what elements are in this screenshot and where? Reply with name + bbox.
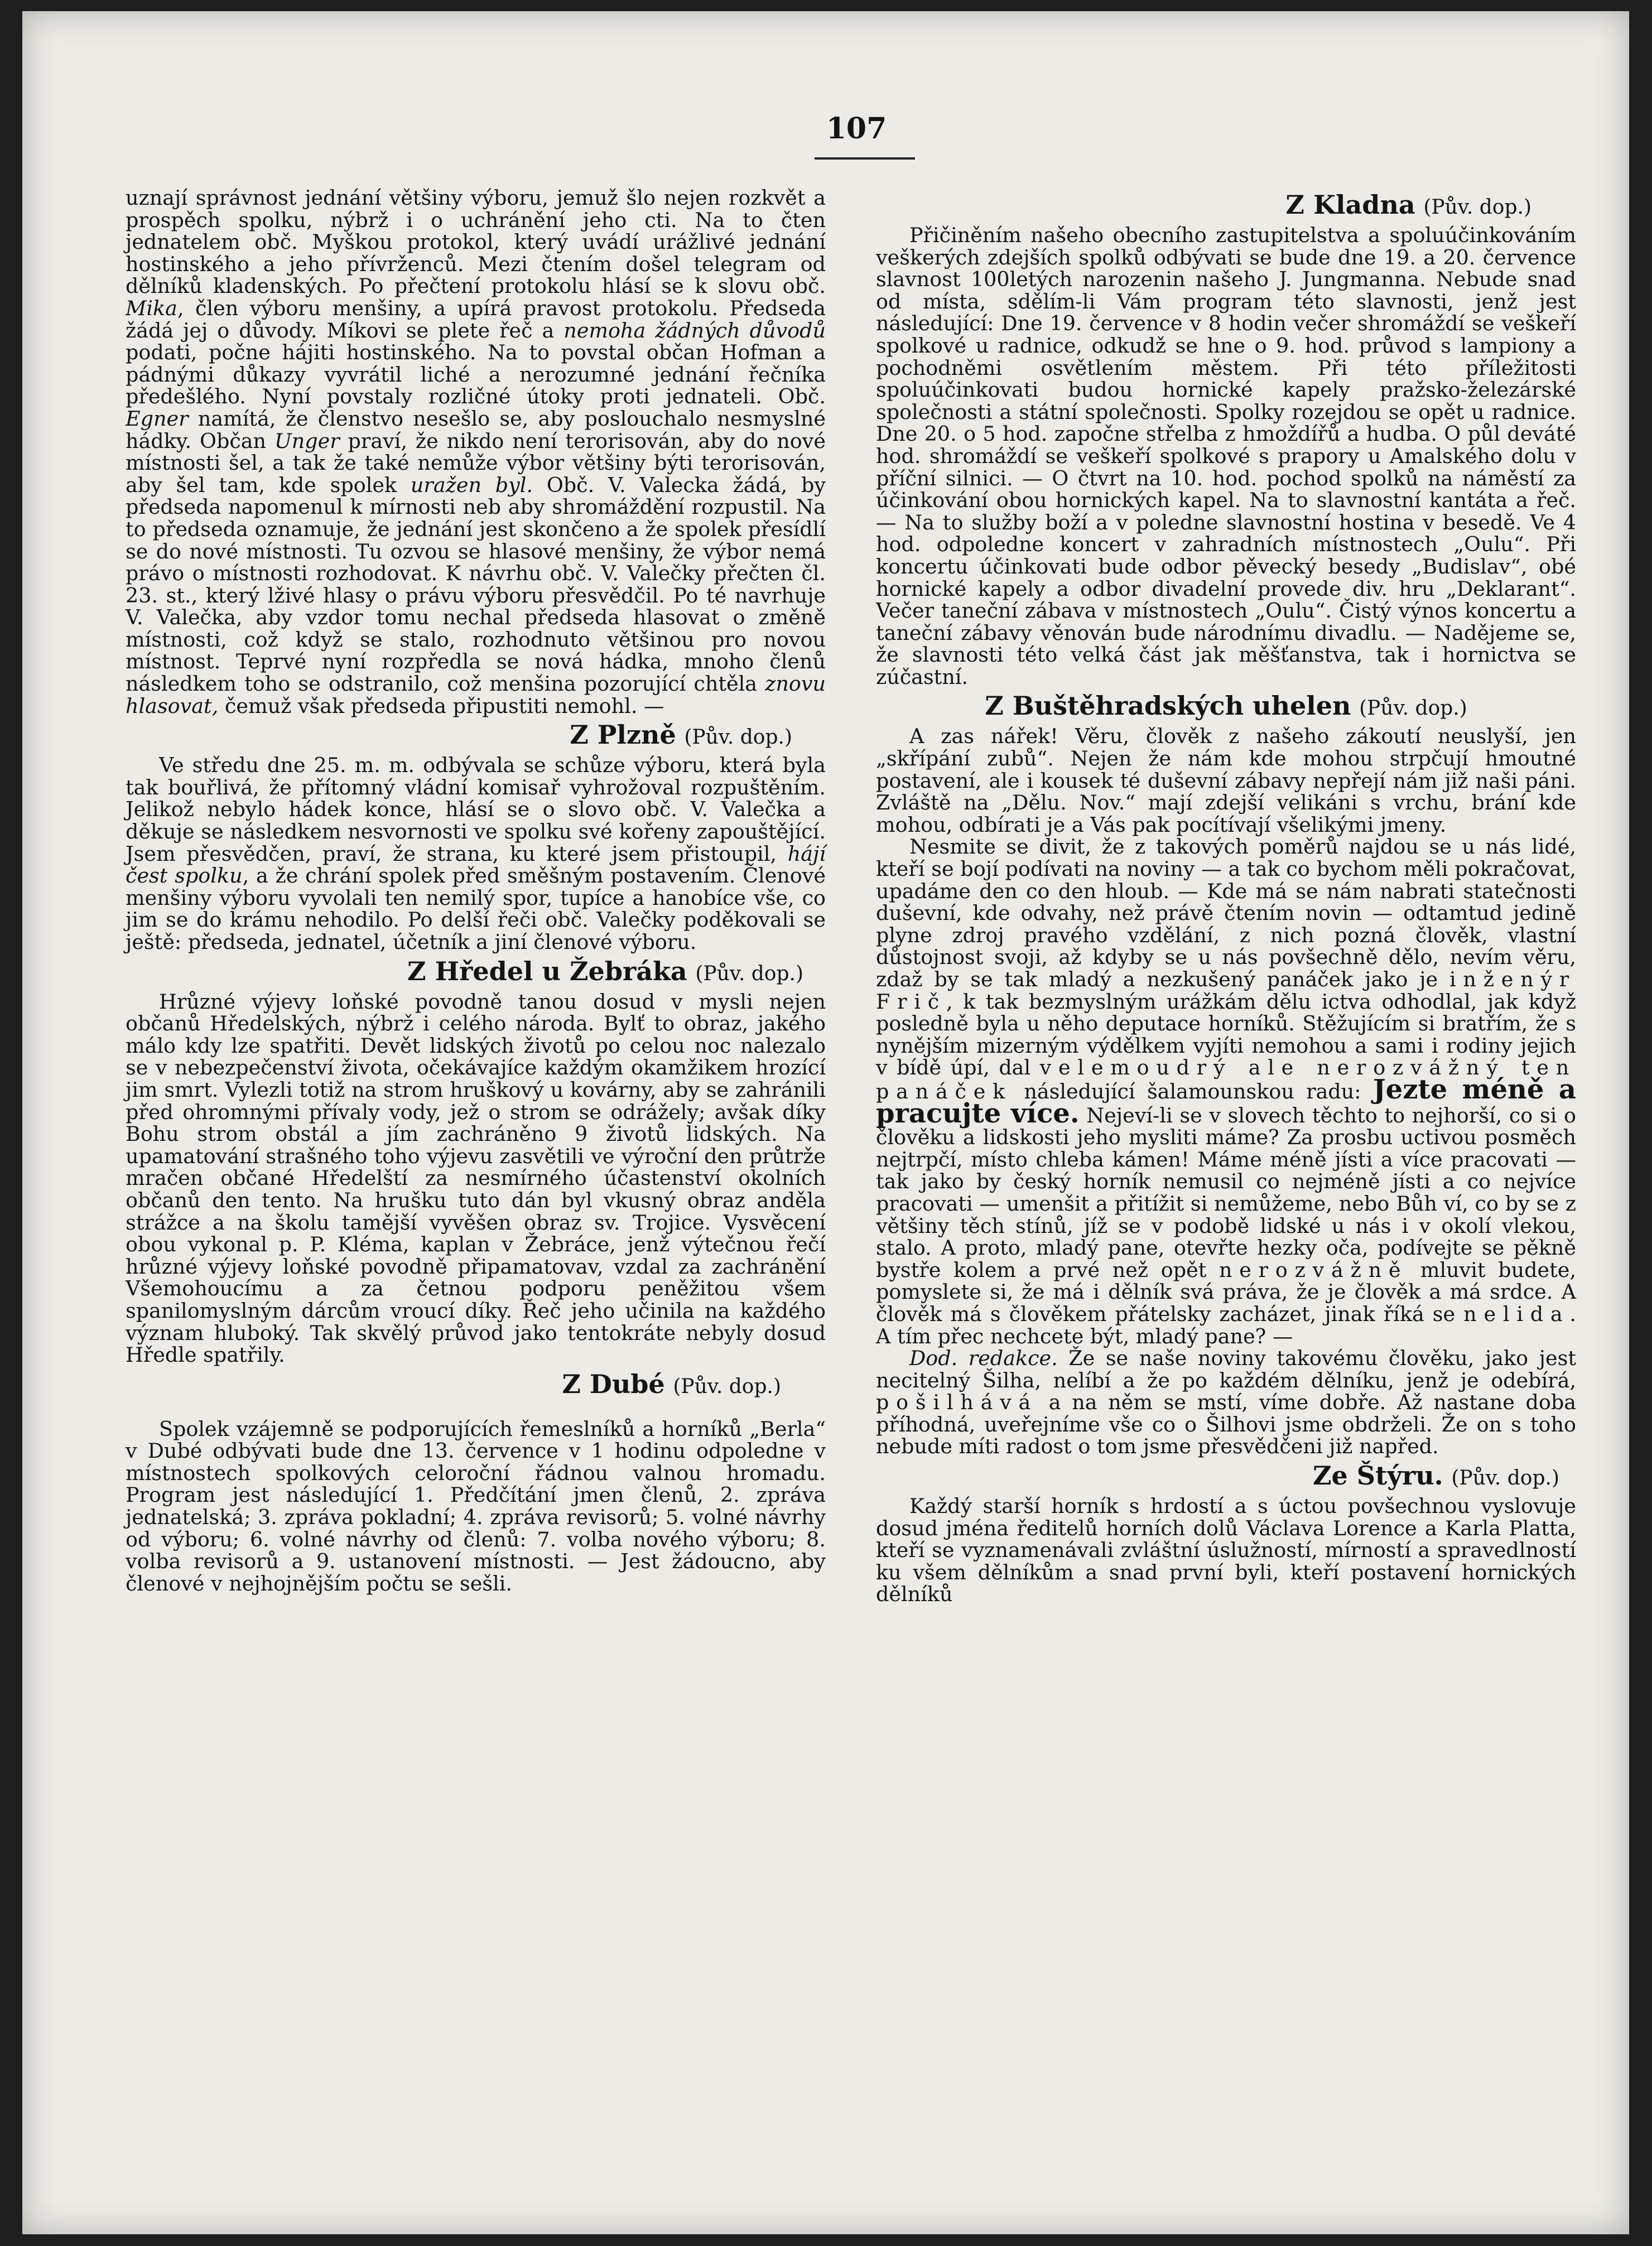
heading-hredel: Z Hředel u Žebráka (Pův. dop.) (407, 956, 803, 986)
page-number: 107 (826, 112, 887, 146)
article-hredel: Hrůzné výjevy loňské povodně tanou dosud v mysli nejen občanů Hředelských, nýbrž i celého národa. Bylť to obraz, jakého málo kdy lze spatřiti. Devět lidských životů po celou noc nalezalo se v nebezpečenství života, očekávajíce každým okamžikem hrozící jim smrt. Vylezli totiž na strom hruškový u kovárny, aby se zahránili před ohromnými přívaly vody, jež o strom se odrážely; avšak díky Bohu strom obstál a jím zachráněno 9 životů lidských. Na upamatování strašného toho výjevu zasvětili ve výroční den průtrže mračen občané Hředelští za nesmírného účastenství okolních občanů den tento. Na hrušku tuto dán byl vkusný obraz anděla strážce a na školu tamější vyvěšen obraz sv. Trojice. Vysvěcení obou vykonal p. P. Kléma, kaplan v Žebráce, jenž výtečnou řečí hrůzné výjevy loňské povodně připamatovav, vzdal za zachránění Všemohoucímu a za četnou podporu peněžitou všem spanilomyslným dárcům vroucí díky. Řeč jeho učinila na každého význam hluboký. Tak skvělý průvod jako tentokráte nebyly dosud Hředle spatřily. (126, 989, 826, 1367)
article-plzen: Ve středu dne 25. m. m. odbývala se schůze výboru, která byla tak bouřlivá, že přítomný vládní komisař vyhrožoval rozpuštěním. Jelikož nebylo hádek konce, hlásí se o slovo obč. V. Valečka a děkuje se následkem nesvornosti ve spolku své kořeny zapouštějící. Jsem přesvědčen, praví, že strana, ku které jsem přistoupil, hájí čest spolku, a že chrání spolek před směšným postavením. Členové menšiny výboru vyvolali ten nemilý spor, tupíce a hanobíce vše, co jim se do krámu nehodilo. Po delší řeči obč. Valečky poděkovali se ještě: předseda, jednatel, účetník a jiní členové výboru. (126, 753, 826, 954)
heading-bustehrad: Z Buštěhradských uhelen (Pův. dop.) (985, 691, 1467, 721)
heading-dube: Z Dubé (Pův. dop.) (562, 1368, 781, 1399)
newspaper-page (22, 11, 1629, 2234)
page-number-rule (815, 157, 915, 160)
article-kladno: Přičiněním našeho obecního zastupitelstva a spoluúčinkováním veškerých zdejších spolků odbývati se bude dne 19. a 20. července slavnost 100letých narozenin našeho J. Jungmanna. Nebude snad od místa, sdělím-li Vám program této slavnosti, jenž jest následující: Dne 19. července v 8 hodin večer shromáždí se veškeří spolkové u radnice, odkudž se hne o 9. hod. průvod s lampiony a pochodněmi osvětlením městem. Při této příležitosti spoluúčinkovati budou hornické kapely pražsko-železárské společnosti a státní společnosti. Spolky rozejdou se opět u radnice. Dne 20. o 5 hod. započne střelba z hmoždířů a hudba. O půl deváté hod. shromáždí se veškeří spolkové s prapory u Amalského dolu v příční silnici. — O čtvrt na 10. hod. pochod spolků na náměstí za účinkování obou hornických kapel. Na to slavnostní kantáta a řeč. — Na to služby boží a v poledne slavnostní hostina v besedě. Ve 4 hod. odpoledne koncert v zahradních místnostech „Oulu“. Při koncertu účinkovati bude odbor pěvecký besedy „Budislav“, obé hornické kapely a odbor divadelní provede div. hru „Deklarant“. Večer taneční zábava v místnostech „Oulu“. Čistý výnos koncertu a taneční zábavy věnován bude národnímu divadlu. — Nadějeme se, že slavnosti této velká část jak měšťanstva, tak i hornictva se zúčastní. (876, 223, 1576, 689)
heading-kladno: Z Kladna (Pův. dop.) (1285, 190, 1531, 220)
article-styru: Každý starší horník s hrdostí a s úctou povšechnou vyslovuje dosud jména ředitelů horních dolů Václava Lorence a Karla Platta, kteří se vyznamenávali zvláštní úslužností, mírností a spravedlností ku všem dělníkům a snad první byli, kteří postavení hornických dělníků (876, 1494, 1576, 1607)
article-dube: Spolek vzájemně se podporujících řemeslníků a horníků „Berla“ v Dubé odbývati bude dne 13. července v 1 hodinu odpoledne v místnostech spolkových celoroční řádnou valnou hromadu. Program jest následující 1. Předčítání jmen členů, 2. zpráva jednatelská; 3. zpráva pokladní; 4. zpráva revisorů; 5. volné návrhy od výboru; 6. volné návrhy od členů: 7. volba nového výboru; 8. volba revisorů a 9. ustanovení místnosti. — Jest žádoucno, aby členové v nejhojnějším počtu se sešli. (126, 1416, 826, 1596)
heading-styru: Ze Štýru. (Pův. dop.) (1312, 1461, 1559, 1491)
editorial-note: Dod. redakce. Že se naše noviny takovému člověku, jako jest necitelný Šilha, nelíbí a že po každém dělníku, jenž je odebírá, pošilhává a na něm se mstí, víme dobře. Až nastane doba příhodná, uveřejníme vše co o Šilhovi jsme obdrželi. Že on s toho nebude míti radost o tom jsme přesvědčeni již napřed. (876, 1346, 1576, 1459)
right-column (876, 187, 1576, 1606)
left-column (126, 187, 826, 1594)
heading-plzen: Z Plzně (Pův. dop.) (570, 720, 792, 750)
article-continuation: uznají správnost jednání většiny výboru, jemuž šlo nejen rozkvět a prospěch spolku, nýbrž i o uchránění jeho cti. Na to čten jednatelem obč. Myškou protokol, který uvádí urážlivé jednání hostinského a jeho přívrženců. Mezi čtením došel telegram od dělníků kladenských. Po přečtení protokolu hlásí se k slovu obč. Mika, člen výboru menšiny, a upírá pravost protokolu. Předseda žádá jej o důvody. Míkovi se plete řeč a nemoha žádných důvodů podati, počne hájiti hostinského. Na to povstal občan Hofman a pádnými důkazy vyvrátil liché a nerozumné jednání řečníka předešlého. Nyní povstaly rozličné útoky proti jednateli. Obč. Egner namítá, že členstvo nesešlo se, aby poslouchalo nesmyslné hádky. Občan Unger praví, že nikdo není terorisován, aby do nové místnosti šel, a tak že také nemůže výbor většiny býti terorisován, aby šel tam, kde spolek uražen byl. Obč. V. Valecka žádá, by předseda napomenul k mírnosti neb aby shromáždění rozpustil. Na to předseda oznamuje, že jednání jest skončeno a že spolek přesídlí se do nové místnosti. Tu ozvou se hlasové menšiny, že výbor nemá právo o místnosti rozhodovat. K návrhu obč. V. Valečky přečten čl. 23. st., který lživé hlasy o právu výboru přesvědčil. Po té navrhuje V. Valečka, aby vzdor tomu nechal předseda hlasovat o změně místnosti, což když se stalo, rozhodnuto většinou pro novou místnost. Teprvé nyní rozpředla se nová hádka, mnoho členů následkem toho se odstranilo, což menšina pozorující chtěla znovu hlasovat, čemuž však předseda připustiti nemohl. — (126, 186, 826, 718)
article-bustehrad-body: Nesmite se divit, že z takových poměrů najdou se u nás lidé, kteří se bojí podívati na noviny — a tak co bychom měli pokračovat, upadáme den co den hloub. — Kde má se nám nabrati statečnosti duševní, kde odvahy, než právě čtením novin — odtamtud jedině plyne zdroj pravého vzdělání, z nich pozná člověk, vlastní důstojnost svoji, až kdyby se u nás povšechně dělo, nevím věru, zdaž by se tak mladý a nezkušený panáček jako je inženýr Frič, k tak bezmyslným urážkám dělu ictva odhodlal, jak když posledně byla u něho deputace horníků. Stěžujícím si bratřím, že s nynějším mizerným výdělkem vyjíti nemohou a sami i rodiny jejich v bídě úpí, dal velemoudrý ale nerozvážný ten panáček následující šalamounskou radu: Jezte méně a pracujte více. Nejeví-li se v slovech těchto to nejhorší, co si o člověku a lidskosti jeho mysliti máme? Za prosbu uctivou posměch nejtrpčí, místo chleba kámen! Máme méně jísti a více pracovati — tak jako by český horník nemusil co nejméně jísti a co nejvíce pracovati — umenšit a přitížit si nemůžeme, nebo Bůh ví, co by se z většiny těch stínů, jíž se v podobě lidské u nás i v okolí vlekou, stalo. A proto, mladý pane, otevřte hezky oča, podívejte se pěkně bystře kolem a prvé než opět nerozvážně mluvit budete, pomyslete si, že má i dělník svá práva, že je člověk a má srdce. A člověk má s člověkem přátelsky zacházet, jinak říká se nelida. A tím přec nechcete být, mladý pane? — (876, 835, 1577, 1348)
article-bustehrad-intro: A zas nářek! Věru, člověk z našeho zákoutí neuslyší, jen „skřípání zubů“. Nejen že nám kde mohou strpčují hmoutné postavení, ale i kousek té duševní zábavy nepřejí nám již naši páni. Zvláště na „Dělu. Nov.“ mají zdejší velikáni s vrchu, brání kde mohou, odbírati je a Vás pak pocítívají všelikými jmeny. (876, 724, 1576, 837)
